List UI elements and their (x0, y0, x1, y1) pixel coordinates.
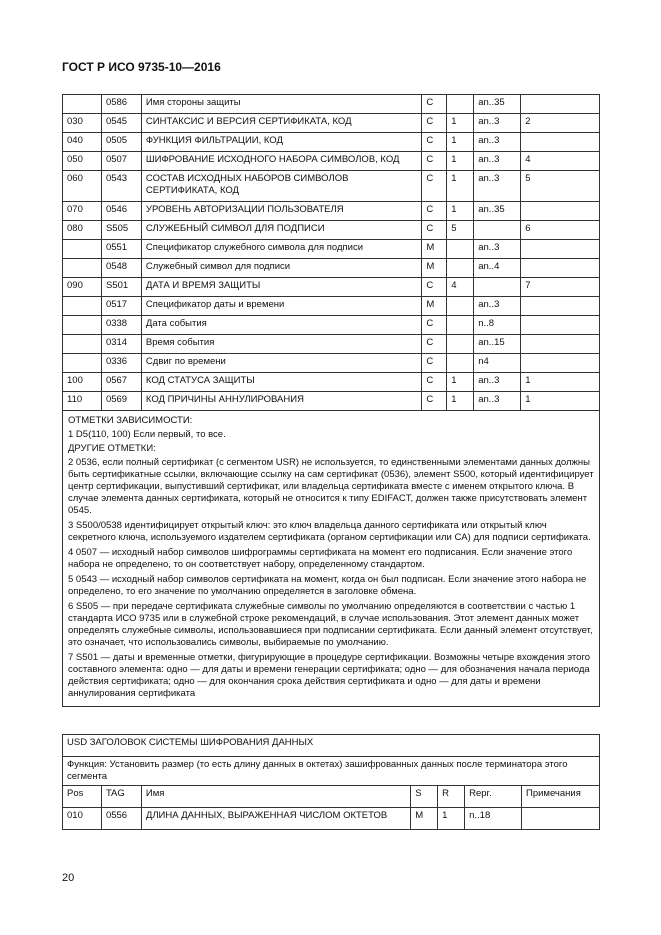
table-row (63, 240, 600, 259)
cell-name: ШИФРОВАНИЕ ИСХОДНОГО НАБОРА СИМВОЛОВ, КОД (141, 152, 421, 171)
cell-r: 1 (447, 392, 474, 411)
segment-table (62, 94, 600, 707)
header-tag: TAG (101, 786, 141, 808)
page-number: 20 (62, 872, 75, 884)
cell-s: C (422, 114, 447, 133)
cell-s: C (422, 152, 447, 171)
cell-r (447, 316, 474, 335)
cell-pos: 010 (63, 808, 102, 830)
table-row (63, 808, 600, 830)
cell-s: C (422, 278, 447, 297)
cell-notes: 1 (521, 392, 600, 411)
cell-tag: 0551 (101, 240, 141, 259)
cell-pos (63, 316, 102, 335)
segment-function: Функция: Установить размер (то есть длину данных в октетах) зашифрованных данных после терминатора этого сегмента (63, 757, 600, 786)
cell-s: C (422, 373, 447, 392)
cell-s: M (422, 259, 447, 278)
header-name: Имя (141, 786, 410, 808)
cell-pos: 060 (63, 171, 102, 202)
cell-r (447, 297, 474, 316)
cell-tag: 0507 (101, 152, 141, 171)
cell-pos: 040 (63, 133, 102, 152)
segment-title: USD ЗАГОЛОВОК СИСТЕМЫ ШИФРОВАНИЯ ДАННЫХ (63, 735, 600, 757)
cell-s: C (422, 202, 447, 221)
cell-name: СИНТАКСИС И ВЕРСИЯ СЕРТИФИКАТА, КОД (141, 114, 421, 133)
note-7: 7 S501 — даты и временные отметки, фигурирующие в процедуре сертификации. Возможны четыре вхождения этого составного элемента: одно — для даты и времени генерации сертификата; одно — для обозначения начала периода действия сертификата; одно — для окончания срока действия сертификата и одно — для даты и времени аннулирования сертификата (68, 652, 590, 699)
cell-tag: 0545 (101, 114, 141, 133)
cell-s: M (422, 297, 447, 316)
table-row (63, 297, 600, 316)
header-s: S (411, 786, 438, 808)
cell-pos: 030 (63, 114, 102, 133)
cell-name: Сдвиг по времени (141, 354, 421, 373)
cell-pos (63, 259, 102, 278)
cell-s: C (422, 221, 447, 240)
cell-repr: an..3 (474, 152, 521, 171)
cell-r: 1 (447, 133, 474, 152)
cell-pos (63, 297, 102, 316)
cell-tag: 0586 (101, 95, 141, 114)
cell-pos (63, 354, 102, 373)
cell-name: УРОВЕНЬ АВТОРИЗАЦИИ ПОЛЬЗОВАТЕЛЯ (141, 202, 421, 221)
cell-pos: 050 (63, 152, 102, 171)
header-pos: Pos (63, 786, 102, 808)
cell-r: 1 (447, 152, 474, 171)
cell-tag: 0567 (101, 373, 141, 392)
cell-repr: an..3 (474, 392, 521, 411)
cell-repr: n..8 (474, 316, 521, 335)
cell-notes (521, 95, 600, 114)
cell-notes: 6 (521, 221, 600, 240)
table-row (63, 335, 600, 354)
note-4: 4 0507 — исходный набор символов шифрограммы сертификата на момент его подписания. Если значение этого набора не определено, то он соответствует набору, определенному стандартом. (68, 547, 573, 570)
cell-name: ДАТА И ВРЕМЯ ЗАЩИТЫ (141, 278, 421, 297)
table-row (63, 373, 600, 392)
table-row (63, 114, 600, 133)
cell-tag: 0338 (101, 316, 141, 335)
cell-r (447, 335, 474, 354)
cell-tag: 0505 (101, 133, 141, 152)
cell-r (447, 240, 474, 259)
cell-s: C (422, 335, 447, 354)
note-6: 6 S505 — при передаче сертификата служебные символы по умолчанию определяются в соответствии с частью 1 стандарта ИСО 9735 или в служебной строке рекомендаций, в случае использования. Этот элемент данных может определять служебные символы, использовавшиеся при подписании сертификата. Если данный элемент отсутствует, это означает, что использовались символы, выбираемые по умолчанию. (68, 601, 593, 648)
cell-r: 4 (447, 278, 474, 297)
table-row (63, 152, 600, 171)
cell-pos: 100 (63, 373, 102, 392)
cell-name: Время события (141, 335, 421, 354)
table-row (63, 278, 600, 297)
cell-s: C (422, 392, 447, 411)
cell-tag: 0517 (101, 297, 141, 316)
cell-s: C (422, 316, 447, 335)
cell-notes (521, 259, 600, 278)
cell-notes (521, 335, 600, 354)
table-row (63, 171, 600, 202)
cell-name: Дата события (141, 316, 421, 335)
table-row (63, 392, 600, 411)
cell-tag: 0314 (101, 335, 141, 354)
cell-tag: 0548 (101, 259, 141, 278)
cell-pos: 080 (63, 221, 102, 240)
cell-r: 1 (438, 808, 465, 830)
cell-pos: 110 (63, 392, 102, 411)
cell-r: 1 (447, 202, 474, 221)
cell-tag: S501 (101, 278, 141, 297)
cell-tag: S505 (101, 221, 141, 240)
cell-repr: an..3 (474, 133, 521, 152)
cell-s: C (422, 354, 447, 373)
table-row (63, 95, 600, 114)
cell-s: M (411, 808, 438, 830)
cell-notes (521, 240, 600, 259)
document-header: ГОСТ Р ИСО 9735-10—2016 (62, 60, 221, 74)
cell-repr: an..3 (474, 171, 521, 202)
cell-notes: 4 (521, 152, 600, 171)
cell-notes: 2 (521, 114, 600, 133)
cell-repr: n4 (474, 354, 521, 373)
cell-name: КОД ПРИЧИНЫ АННУЛИРОВАНИЯ (141, 392, 421, 411)
cell-pos: 070 (63, 202, 102, 221)
table-row (63, 259, 600, 278)
other-notes-title: ДРУГИЕ ОТМЕТКИ: (68, 443, 156, 454)
cell-name: ФУНКЦИЯ ФИЛЬТРАЦИИ, КОД (141, 133, 421, 152)
cell-s: C (422, 133, 447, 152)
cell-name: Служебный символ для подписи (141, 259, 421, 278)
cell-pos (63, 240, 102, 259)
cell-r: 1 (447, 114, 474, 133)
header-r: R (438, 786, 465, 808)
cell-repr: an..3 (474, 373, 521, 392)
cell-repr: an..3 (474, 297, 521, 316)
cell-name: Спецификатор даты и времени (141, 297, 421, 316)
cell-repr: n..18 (465, 808, 522, 830)
cell-repr (474, 278, 521, 297)
header-notes: Примечания (522, 786, 600, 808)
cell-notes (521, 297, 600, 316)
cell-name: Имя стороны защиты (141, 95, 421, 114)
cell-r (447, 95, 474, 114)
header-repr: Repr. (465, 786, 522, 808)
cell-repr: an..3 (474, 114, 521, 133)
cell-tag: 0569 (101, 392, 141, 411)
cell-repr: an..3 (474, 240, 521, 259)
usd-segment-table (62, 734, 600, 830)
cell-repr: an..4 (474, 259, 521, 278)
cell-repr: an..35 (474, 202, 521, 221)
note-3: 3 S500/0538 идентифицирует открытый ключ: это ключ владельца данного сертификата или открытый ключ секретного ключа, используемого издателем сертификата (органом сертификации или CA) для подписи сертификата. (68, 520, 591, 543)
dependency-notes-title: ОТМЕТКИ ЗАВИСИМОСТИ: (68, 415, 193, 426)
cell-name: СОСТАВ ИСХОДНЫХ НАБОРОВ СИМВОЛОВ СЕРТИФИКАТА, КОД (141, 171, 421, 202)
cell-name: СЛУЖЕБНЫЙ СИМВОЛ ДЛЯ ПОДПИСИ (141, 221, 421, 240)
cell-notes: 7 (521, 278, 600, 297)
cell-tag: 0543 (101, 171, 141, 202)
table-row (63, 133, 600, 152)
cell-name: Спецификатор служебного символа для подписи (141, 240, 421, 259)
cell-tag: 0556 (101, 808, 141, 830)
cell-name: КОД СТАТУСА ЗАЩИТЫ (141, 373, 421, 392)
note-2: 2 0536, если полный сертификат (с сегментом USR) не используется, то единственными элементами данных должны быть сертификатные ссылки, включающие ссылку на сам сертификат (0536), элемент S500, который идентифицирует центр сертификации, выпустивший сертификат, или владельца сертификата вместе с именем открытого ключа. В случае элемента данных сертификата, который не относится к типу EDIFACT, должен также присутствовать элемент 0545. (68, 457, 594, 516)
cell-notes (521, 202, 600, 221)
cell-notes: 5 (521, 171, 600, 202)
cell-pos: 090 (63, 278, 102, 297)
cell-tag: 0336 (101, 354, 141, 373)
cell-r: 5 (447, 221, 474, 240)
cell-r (447, 354, 474, 373)
cell-s: C (422, 171, 447, 202)
table-row (63, 316, 600, 335)
table-row (63, 202, 600, 221)
cell-pos (63, 335, 102, 354)
cell-notes (522, 808, 600, 830)
cell-repr: an..35 (474, 95, 521, 114)
cell-notes (521, 354, 600, 373)
note-5: 5 0543 — исходный набор символов сертификата на момент, когда он был подписан. Если значение этого набора не определено, то его значение по умолчанию определяется в заголовке обмена. (68, 574, 587, 597)
dependency-note-1: 1 D5(110, 100) Если первый, то все. (68, 429, 226, 440)
cell-tag: 0546 (101, 202, 141, 221)
table-row (63, 221, 600, 240)
cell-notes (521, 133, 600, 152)
cell-pos (63, 95, 102, 114)
cell-r (447, 259, 474, 278)
table-row (63, 354, 600, 373)
cell-s: C (422, 95, 447, 114)
table-header-row (63, 786, 600, 808)
cell-r: 1 (447, 373, 474, 392)
cell-repr (474, 221, 521, 240)
cell-notes: 1 (521, 373, 600, 392)
cell-name: ДЛИНА ДАННЫХ, ВЫРАЖЕННАЯ ЧИСЛОМ ОКТЕТОВ (141, 808, 410, 830)
notes-cell (63, 411, 600, 707)
cell-r: 1 (447, 171, 474, 202)
cell-notes (521, 316, 600, 335)
cell-s: M (422, 240, 447, 259)
cell-repr: an..15 (474, 335, 521, 354)
